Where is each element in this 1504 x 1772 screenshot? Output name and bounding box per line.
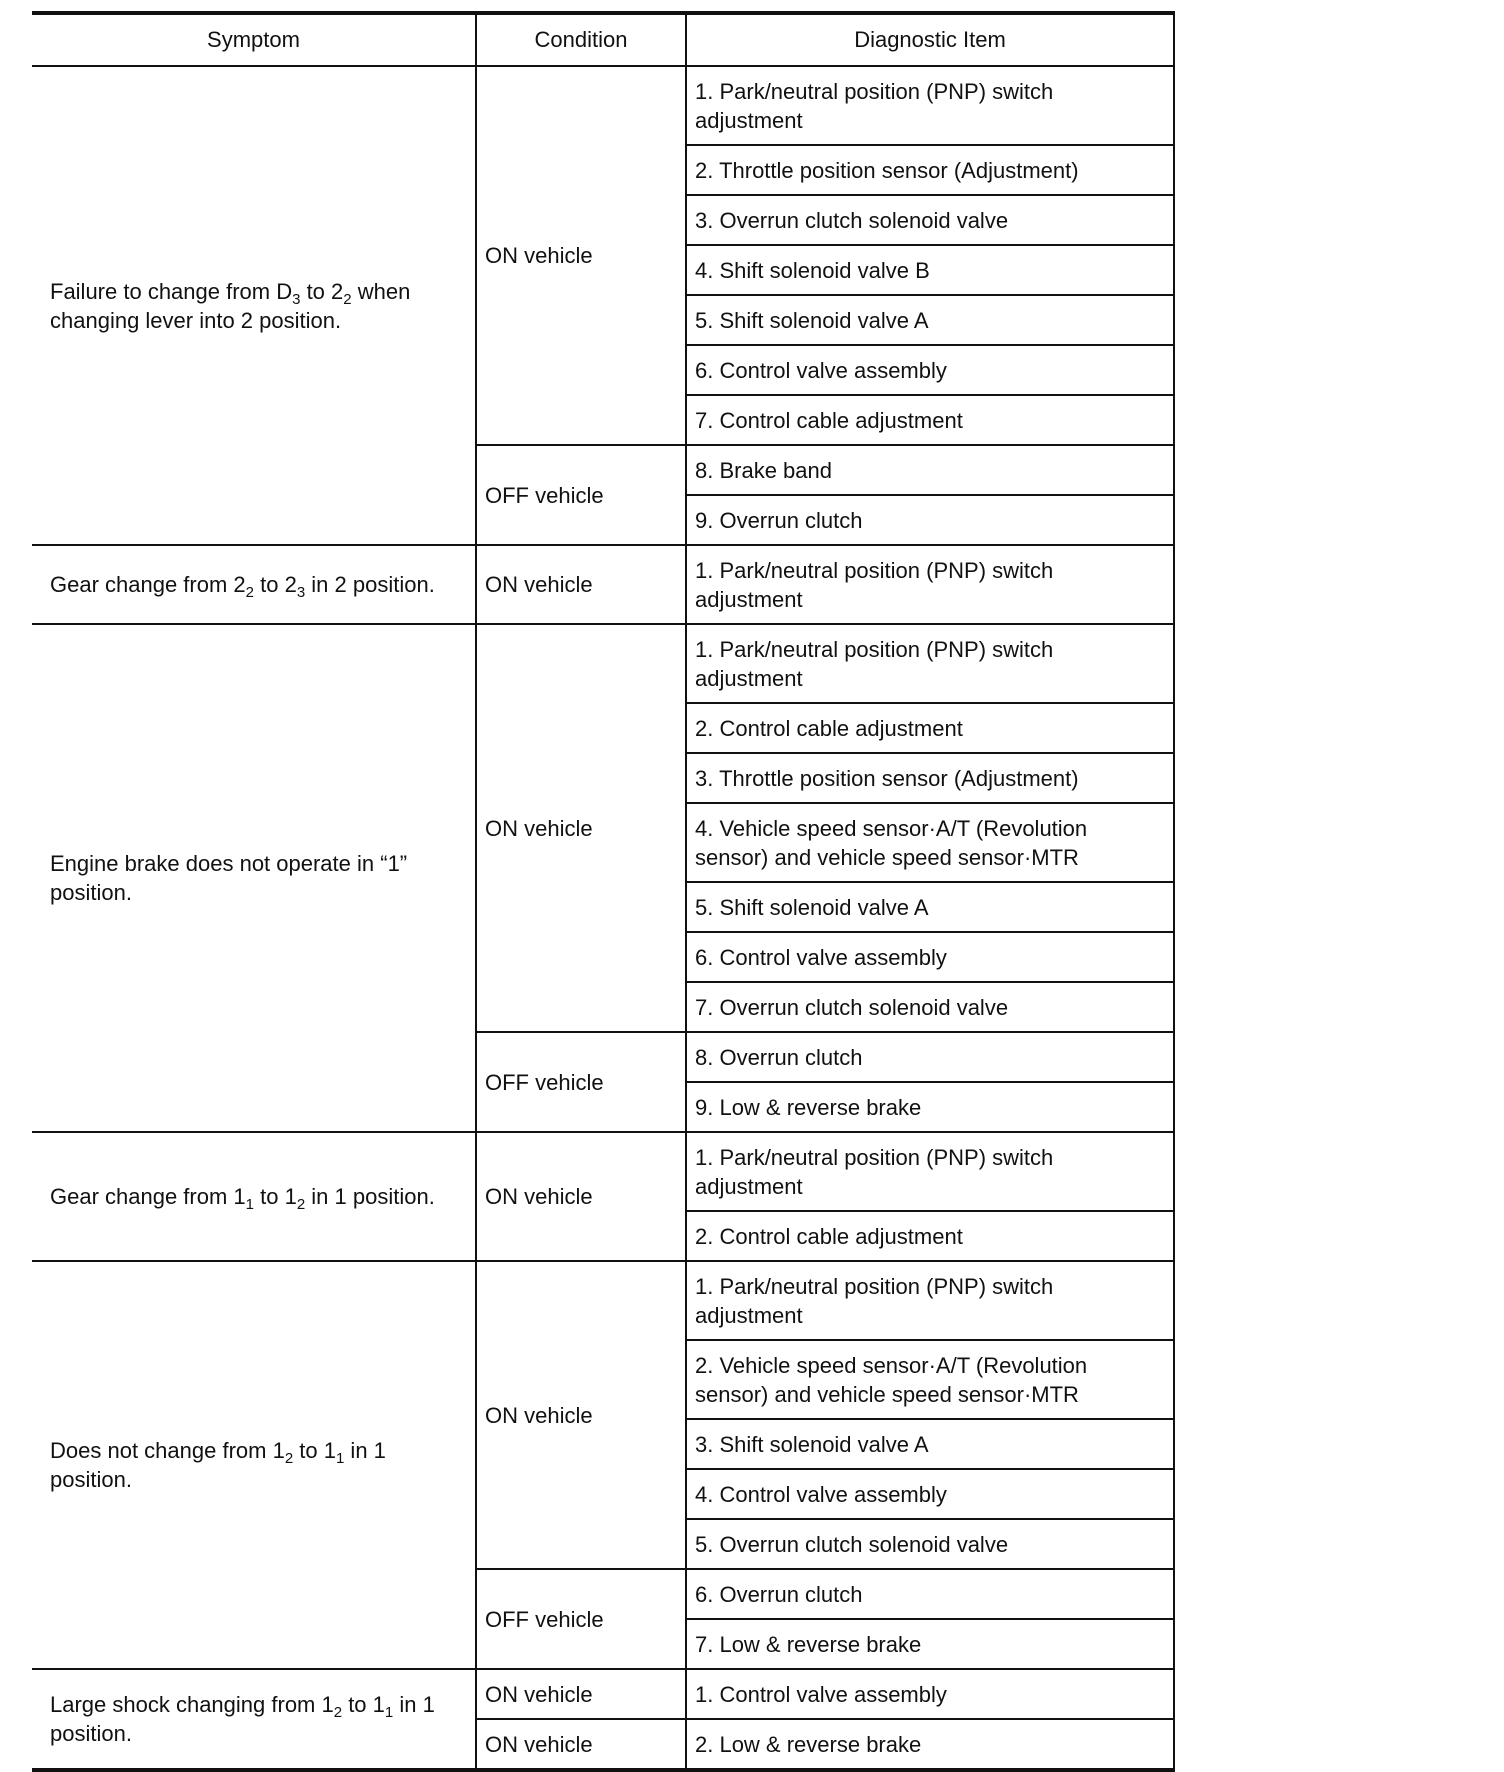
diagnostic-item-cell: 3. Shift solenoid valve A <box>686 1419 1174 1469</box>
table-row <box>32 1669 1174 1719</box>
diagnostic-item-cell: 4. Shift solenoid valve B <box>686 245 1174 295</box>
condition-cell: OFF vehicle <box>476 445 686 545</box>
diagnostic-item-cell: 2. Low & reverse brake <box>686 1719 1174 1770</box>
condition-cell: OFF vehicle <box>476 1569 686 1669</box>
symptom-cell: Large shock changing from $1_2$ to $1_1$ in 1 position. <box>32 1669 476 1770</box>
condition-cell: ON vehicle <box>476 1669 686 1719</box>
condition-cell: ON vehicle <box>476 66 686 445</box>
diagnostic-item-cell: 5. Shift solenoid valve A <box>686 882 1174 932</box>
diagnostic-item-cell: 8. Brake band <box>686 445 1174 495</box>
condition-cell: ON vehicle <box>476 1719 686 1770</box>
table-row <box>32 1261 1174 1340</box>
condition-cell: ON vehicle <box>476 1132 686 1261</box>
diagnostic-item-cell: 4. Control valve assembly <box>686 1469 1174 1519</box>
symptom-cell: Does not change from $1_2$ to $1_1$ in 1 position. <box>32 1261 476 1669</box>
symptom-cell: Gear change from $2_2$ to $2_3$ in 2 position. <box>32 545 476 624</box>
header-symptom: Symptom <box>32 13 476 66</box>
diagnostic-item-cell: 9. Overrun clutch <box>686 495 1174 545</box>
diagnostic-item-cell: 6. Control valve assembly <box>686 345 1174 395</box>
diagnostic-item-cell: 4. Vehicle speed sensor·A/T (Revolution sensor) and vehicle speed sensor·MTR <box>686 803 1174 882</box>
header-diagnostic-item: Diagnostic Item <box>686 13 1174 66</box>
diagnostic-item-cell: 1. Control valve assembly <box>686 1669 1174 1719</box>
diagnostic-item-cell: 3. Overrun clutch solenoid valve <box>686 195 1174 245</box>
table-body <box>32 66 1174 1770</box>
diagnostic-item-cell: 3. Throttle position sensor (Adjustment) <box>686 753 1174 803</box>
header-condition: Condition <box>476 13 686 66</box>
condition-cell: ON vehicle <box>476 1261 686 1569</box>
diagnostic-item-cell: 7. Low & reverse brake <box>686 1619 1174 1669</box>
symptom-cell: Failure to change from $D_3$ to $2_2$ when changing lever into 2 position. <box>50 278 411 333</box>
table-row <box>32 66 1174 145</box>
diagnostic-item-cell: 6. Overrun clutch <box>686 1569 1174 1619</box>
table-row <box>32 1132 1174 1211</box>
diagnostic-item-cell: 1. Park/neutral position (PNP) switch adjustment <box>686 1261 1174 1340</box>
diagnostic-item-cell: 7. Control cable adjustment <box>686 395 1174 445</box>
diagnostic-table <box>32 11 1175 1772</box>
diagnostic-table-sheet <box>32 11 1174 1772</box>
diagnostic-item-cell: 1. Park/neutral position (PNP) switch adjustment <box>686 1132 1174 1211</box>
diagnostic-item-cell: 8. Overrun clutch <box>686 1032 1174 1082</box>
diagnostic-item-cell: 7. Overrun clutch solenoid valve <box>686 982 1174 1032</box>
diagnostic-item-cell: 2. Control cable adjustment <box>686 1211 1174 1261</box>
header-row <box>32 13 1174 66</box>
diagnostic-item-cell: 2. Vehicle speed sensor·A/T (Revolution sensor) and vehicle speed sensor·MTR <box>686 1340 1174 1419</box>
symptom-cell: Engine brake does not operate in “1” position. <box>32 624 476 1132</box>
diagnostic-item-cell: 2. Throttle position sensor (Adjustment) <box>686 145 1174 195</box>
diagnostic-item-cell: 5. Overrun clutch solenoid valve <box>686 1519 1174 1569</box>
diagnostic-item-cell: 1. Park/neutral position (PNP) switch adjustment <box>686 545 1174 624</box>
diagnostic-item-cell: 9. Low & reverse brake <box>686 1082 1174 1132</box>
diagnostic-item-cell: 2. Control cable adjustment <box>686 703 1174 753</box>
diagnostic-item-cell: 1. Park/neutral position (PNP) switch adjustment <box>686 624 1174 703</box>
condition-cell: OFF vehicle <box>476 1032 686 1132</box>
condition-cell: ON vehicle <box>476 545 686 624</box>
diagnostic-item-cell: 1. Park/neutral position (PNP) switch adjustment <box>686 66 1174 145</box>
diagnostic-item-cell: 6. Control valve assembly <box>686 932 1174 982</box>
symptom-cell: Gear change from $1_1$ to $1_2$ in 1 position. <box>32 1132 476 1261</box>
table-row <box>32 624 1174 703</box>
diagnostic-item-cell: 5. Shift solenoid valve A <box>686 295 1174 345</box>
table-row <box>32 545 1174 624</box>
condition-cell: ON vehicle <box>476 624 686 1032</box>
